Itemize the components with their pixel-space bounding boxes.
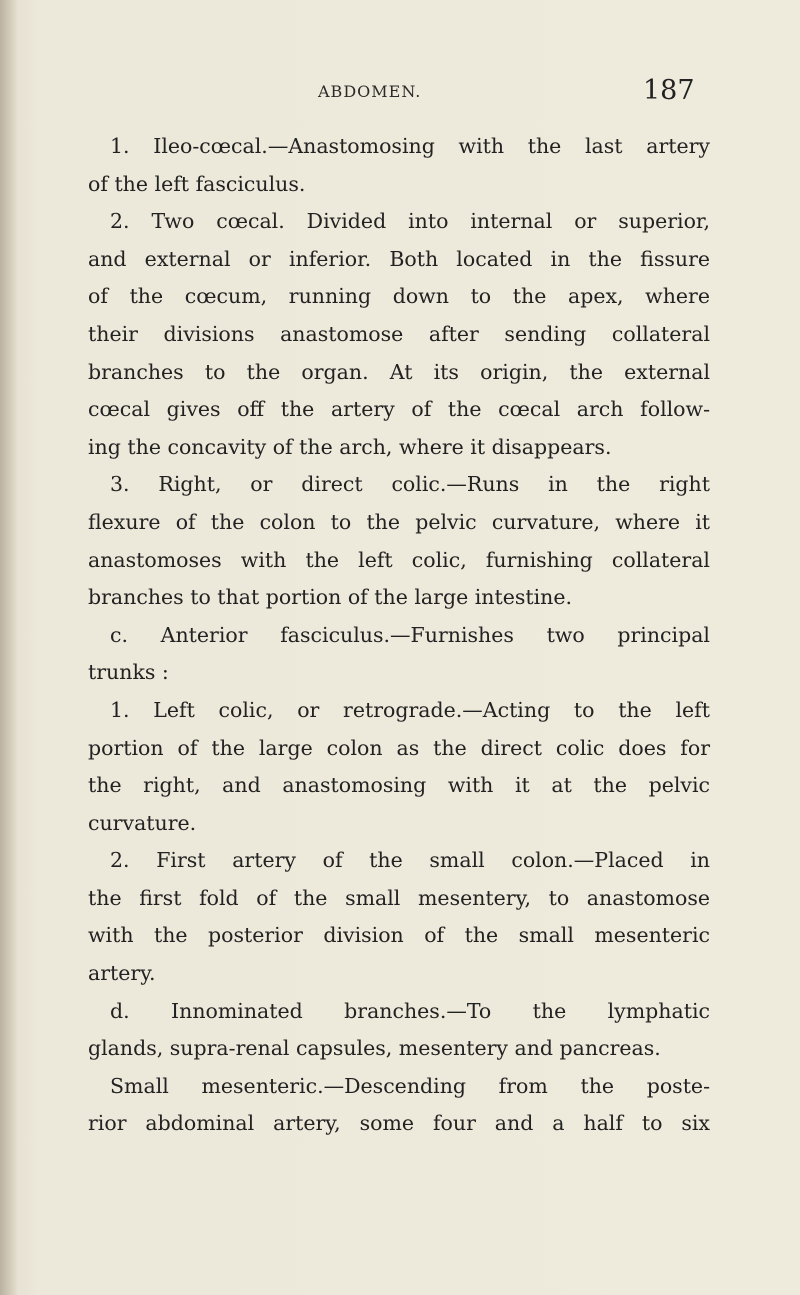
page-header — [0, 75, 800, 118]
text-line: 1. Left colic, or retrograde.—Acting to the left — [110, 697, 710, 722]
text-line: trunks : — [88, 660, 169, 685]
text-line: of the left fasciculus. — [88, 171, 306, 196]
text-line: branches to the organ. At its origin, the external — [88, 359, 710, 384]
text-line: portion of the large colon as the direct colic does for — [88, 735, 710, 760]
text-line: 2. Two cœcal. Divided into internal or superior, — [110, 209, 710, 234]
text-line: the first fold of the small mesentery, to anastomose — [88, 885, 710, 910]
text-line: d. Innominated branches.—To the lymphatic — [110, 998, 710, 1023]
text-line: their divisions anastomose after sending collateral — [88, 321, 710, 346]
text-line: with the posterior division of the small mesenteric — [88, 923, 710, 948]
text-line: branches to that portion of the large intestine. — [88, 585, 573, 610]
text-line: artery. — [88, 961, 156, 986]
text-line: rior abdominal artery, some four and a half to six — [88, 1111, 710, 1136]
text-line: of the cœcum, running down to the apex, where — [88, 284, 710, 309]
text-line: and external or inferior. Both located in the fissure — [88, 246, 710, 271]
text-line: flexure of the colon to the pelvic curvature, where it — [88, 509, 710, 534]
text-line: cœcal gives off the artery of the cœcal arch follow- — [88, 397, 710, 422]
body-text — [88, 128, 710, 1143]
binding-gutter-shadow — [0, 0, 18, 1295]
text-line: Small mesenteric.—Descending from the poste- — [110, 1073, 710, 1098]
text-line: 2. First artery of the small colon.—Placed in — [110, 848, 710, 873]
text-line: glands, supra-renal capsules, mesentery and pancreas. — [88, 1036, 661, 1061]
text-line: ing the concavity of the arch, where it disappears. — [88, 434, 612, 459]
text-line: the right, and anastomosing with it at the pelvic — [88, 773, 710, 798]
text-line: c. Anterior fasciculus.—Furnishes two principal — [110, 622, 710, 647]
text-line: anastomoses with the left colic, furnishing collateral — [88, 547, 710, 572]
running-head: ABDOMEN. — [318, 82, 422, 101]
text-line: 1. Ileo-cœcal.—Anastomosing with the last artery — [110, 134, 710, 158]
text-line: 3. Right, or direct colic.—Runs in the right — [110, 472, 710, 497]
text-line: curvature. — [88, 810, 197, 835]
page-number: 187 — [643, 75, 695, 106]
